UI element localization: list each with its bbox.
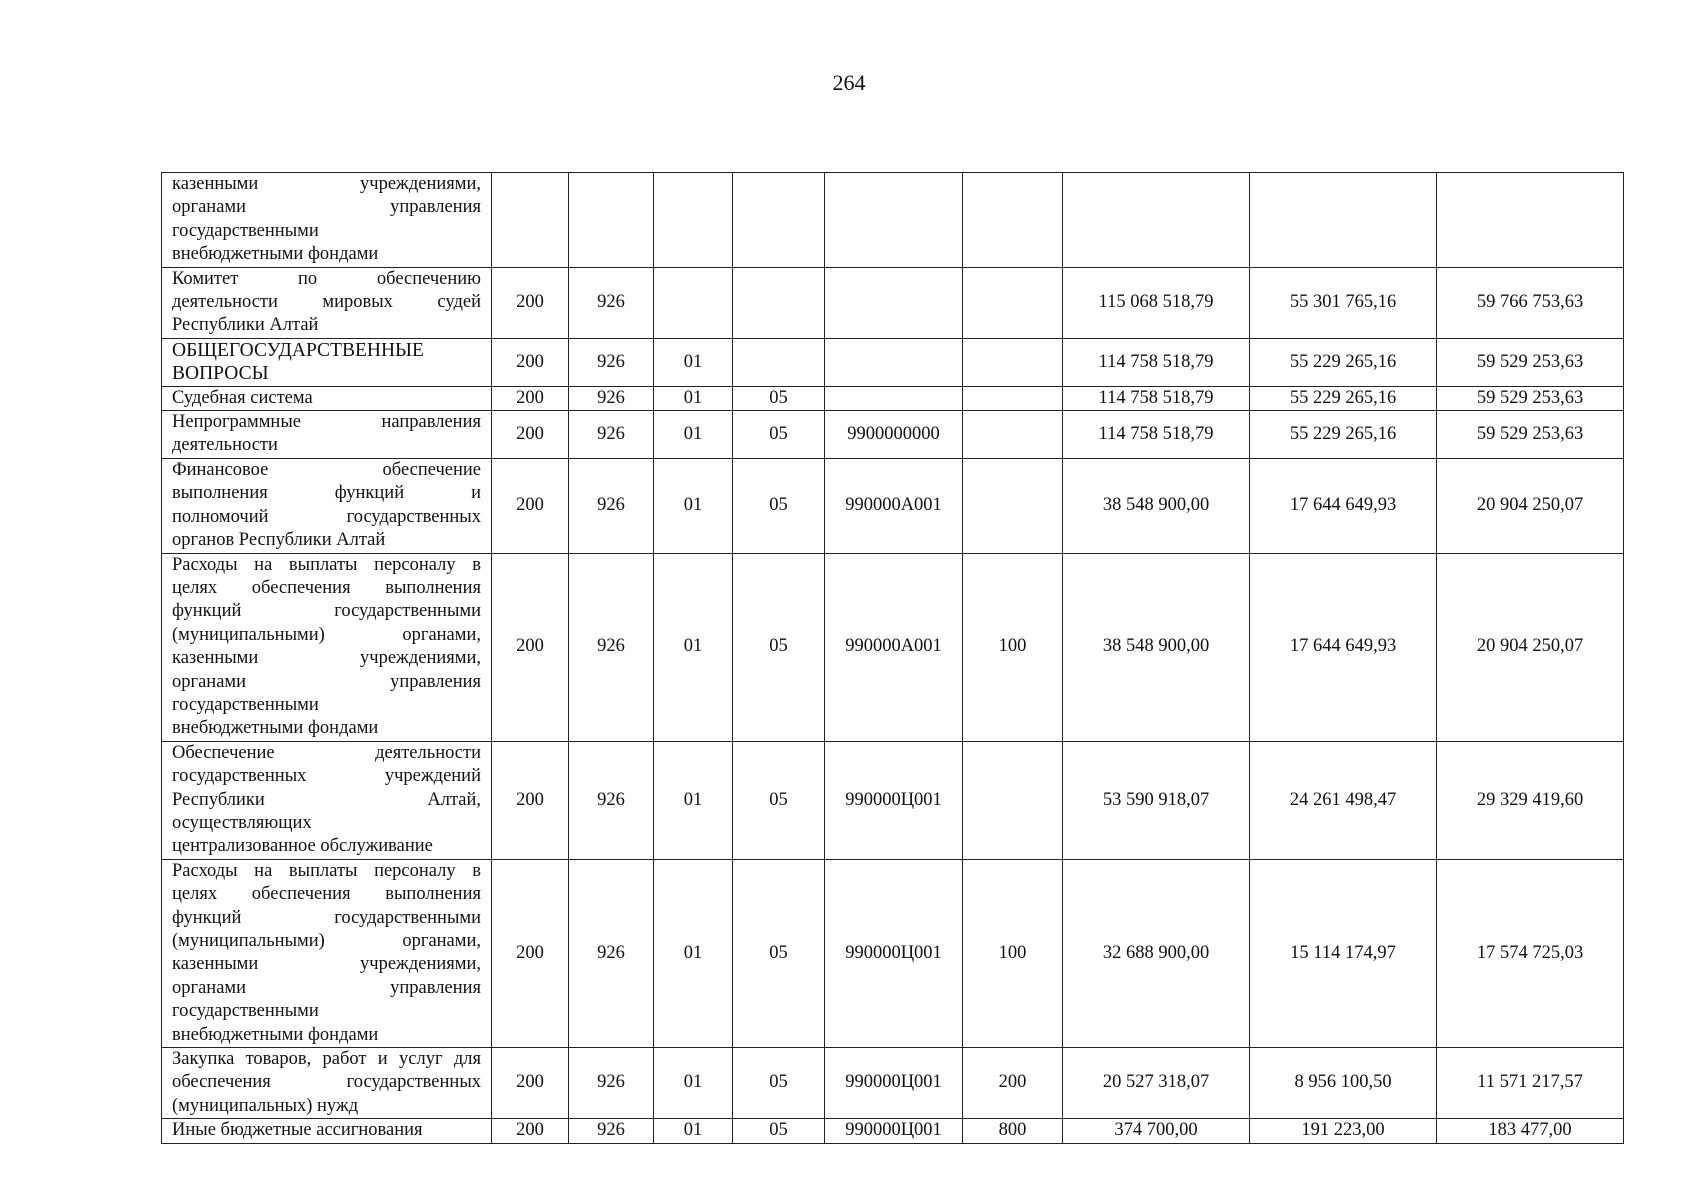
expense-type-cell <box>963 173 1063 268</box>
ministry-code-cell: 926 <box>569 338 654 386</box>
description-line: Иные бюджетные ассигнования <box>172 1120 423 1141</box>
table-row <box>162 386 1624 410</box>
sum-year3-cell: 59 766 753,63 <box>1437 267 1624 338</box>
description-cell <box>162 338 492 386</box>
sum-year1-cell: 32 688 900,00 <box>1063 859 1250 1047</box>
table-row <box>162 458 1624 553</box>
admin-code-cell: 200 <box>492 386 569 410</box>
subsection-code-cell: 05 <box>733 1048 825 1119</box>
sum-year1-cell: 114 758 518,79 <box>1063 411 1250 459</box>
ministry-code-cell: 926 <box>569 741 654 859</box>
description-line: органами управления <box>172 977 481 998</box>
description-line: Финансовое обеспечение <box>172 459 481 480</box>
description-line: функций государственными <box>172 601 481 622</box>
ministry-code-cell: 926 <box>569 458 654 553</box>
subsection-code-cell: 05 <box>733 458 825 553</box>
budget-table-body <box>162 173 1624 1144</box>
table-row <box>162 1119 1624 1143</box>
description-line: государственными <box>172 1001 319 1022</box>
description-cell <box>162 1119 492 1143</box>
subsection-code-cell <box>733 338 825 386</box>
sum-year2-cell: 191 223,00 <box>1250 1119 1437 1143</box>
target-article-cell: 9900000000 <box>825 411 963 459</box>
sum-year2-cell: 17 644 649,93 <box>1250 458 1437 553</box>
sum-year2-cell: 8 956 100,50 <box>1250 1048 1437 1119</box>
ministry-code-cell: 926 <box>569 1048 654 1119</box>
description-line: (муниципальными) органами, <box>172 624 481 645</box>
description-line: полномочий государственных <box>172 506 481 527</box>
description-line: ОБЩЕГОСУДАРСТВЕННЫЕ <box>172 339 424 361</box>
admin-code-cell: 200 <box>492 1048 569 1119</box>
expense-type-cell: 800 <box>963 1119 1063 1143</box>
table-row <box>162 1048 1624 1119</box>
expense-type-cell: 100 <box>963 553 1063 741</box>
description-line: органов Республики Алтай <box>172 530 386 551</box>
sum-year2-cell: 24 261 498,47 <box>1250 741 1437 859</box>
admin-code-cell: 200 <box>492 411 569 459</box>
subsection-code-cell: 05 <box>733 386 825 410</box>
sum-year3-cell: 183 477,00 <box>1437 1119 1624 1143</box>
ministry-code-cell: 926 <box>569 386 654 410</box>
description-cell <box>162 458 492 553</box>
description-line: Комитет по обеспечению <box>172 268 481 289</box>
description-line: внебюджетными фондами <box>172 244 379 265</box>
sum-year3-cell: 59 529 253,63 <box>1437 411 1624 459</box>
sum-year2-cell: 17 644 649,93 <box>1250 553 1437 741</box>
sum-year2-cell: 55 229 265,16 <box>1250 386 1437 410</box>
expense-type-cell <box>963 411 1063 459</box>
subsection-code-cell <box>733 173 825 268</box>
expense-type-cell <box>963 386 1063 410</box>
target-article-cell: 990000А001 <box>825 458 963 553</box>
section-code-cell: 01 <box>654 411 733 459</box>
sum-year3-cell <box>1437 173 1624 268</box>
page-number: 264 <box>832 70 866 95</box>
target-article-cell: 990000Ц001 <box>825 741 963 859</box>
target-article-cell: 990000Ц001 <box>825 859 963 1047</box>
subsection-code-cell: 05 <box>733 741 825 859</box>
description-line: государственными <box>172 220 319 241</box>
budget-table <box>161 172 1624 1144</box>
description-line: Расходы на выплаты персоналу в <box>172 860 481 881</box>
expense-type-cell <box>963 338 1063 386</box>
ministry-code-cell: 926 <box>569 553 654 741</box>
table-row <box>162 741 1624 859</box>
section-code-cell <box>654 173 733 268</box>
description-line: государственными <box>172 694 319 715</box>
admin-code-cell: 200 <box>492 1119 569 1143</box>
target-article-cell <box>825 173 963 268</box>
target-article-cell: 990000Ц001 <box>825 1048 963 1119</box>
description-line: обеспечения государственных <box>172 1072 481 1093</box>
ministry-code-cell: 926 <box>569 267 654 338</box>
description-cell <box>162 386 492 410</box>
ministry-code-cell <box>569 173 654 268</box>
description-line: Республики Алтай <box>172 315 319 336</box>
sum-year3-cell: 20 904 250,07 <box>1437 458 1624 553</box>
description-cell <box>162 1048 492 1119</box>
description-line: Непрограммные направления <box>172 412 481 433</box>
admin-code-cell: 200 <box>492 338 569 386</box>
target-article-cell <box>825 386 963 410</box>
subsection-code-cell: 05 <box>733 411 825 459</box>
section-code-cell: 01 <box>654 1048 733 1119</box>
description-line: Обеспечение деятельности <box>172 742 481 763</box>
description-cell <box>162 411 492 459</box>
description-line: (муниципальных) нужд <box>172 1095 359 1116</box>
sum-year3-cell: 20 904 250,07 <box>1437 553 1624 741</box>
sum-year3-cell: 59 529 253,63 <box>1437 338 1624 386</box>
sum-year3-cell: 59 529 253,63 <box>1437 386 1624 410</box>
subsection-code-cell <box>733 267 825 338</box>
subsection-code-cell: 05 <box>733 859 825 1047</box>
description-line: деятельности мировых судей <box>172 292 481 313</box>
expense-type-cell <box>963 267 1063 338</box>
description-line: (муниципальными) органами, <box>172 931 481 951</box>
table-row <box>162 338 1624 386</box>
table-row <box>162 859 1624 1047</box>
description-line: деятельности <box>172 435 278 456</box>
sum-year1-cell: 114 758 518,79 <box>1063 386 1250 410</box>
section-code-cell: 01 <box>654 741 733 859</box>
description-cell <box>162 553 492 741</box>
description-line: органами управления <box>172 197 481 218</box>
ministry-code-cell: 926 <box>569 411 654 459</box>
description-line: целях обеспечения выполнения <box>172 577 481 598</box>
description-line: функций государственными <box>172 907 481 928</box>
table-row <box>162 267 1624 338</box>
sum-year1-cell: 20 527 318,07 <box>1063 1048 1250 1119</box>
description-line: внебюджетными фондами <box>172 718 379 739</box>
table-row <box>162 553 1624 741</box>
description-cell <box>162 741 492 859</box>
description-line: централизованное обслуживание <box>172 836 433 857</box>
description-line: целях обеспечения выполнения <box>172 884 481 905</box>
sum-year3-cell: 29 329 419,60 <box>1437 741 1624 859</box>
subsection-code-cell: 05 <box>733 553 825 741</box>
section-code-cell: 01 <box>654 859 733 1047</box>
section-code-cell: 01 <box>654 458 733 553</box>
admin-code-cell <box>492 173 569 268</box>
sum-year1-cell: 53 590 918,07 <box>1063 741 1250 859</box>
section-code-cell: 01 <box>654 338 733 386</box>
description-cell <box>162 173 492 268</box>
ministry-code-cell: 926 <box>569 859 654 1047</box>
sum-year1-cell: 374 700,00 <box>1063 1119 1250 1143</box>
target-article-cell <box>825 338 963 386</box>
section-code-cell <box>654 267 733 338</box>
sum-year2-cell <box>1250 173 1437 268</box>
table-row <box>162 411 1624 459</box>
admin-code-cell: 200 <box>492 553 569 741</box>
sum-year1-cell: 38 548 900,00 <box>1063 458 1250 553</box>
sum-year1-cell: 115 068 518,79 <box>1063 267 1250 338</box>
description-line: государственных учреждений <box>172 766 481 787</box>
description-line: казенными учреждениями, <box>172 648 481 669</box>
sum-year2-cell: 55 229 265,16 <box>1250 338 1437 386</box>
sum-year3-cell: 17 574 725,03 <box>1437 859 1624 1047</box>
description-line: осуществляющих <box>172 812 312 833</box>
ministry-code-cell: 926 <box>569 1119 654 1143</box>
section-code-cell: 01 <box>654 1119 733 1143</box>
subsection-code-cell: 05 <box>733 1119 825 1143</box>
expense-type-cell: 200 <box>963 1048 1063 1119</box>
admin-code-cell: 200 <box>492 859 569 1047</box>
section-code-cell: 01 <box>654 553 733 741</box>
sum-year2-cell: 55 301 765,16 <box>1250 267 1437 338</box>
description-line: органами управления <box>172 671 481 692</box>
description-cell <box>162 267 492 338</box>
admin-code-cell: 200 <box>492 741 569 859</box>
description-line: Судебная система <box>172 387 313 408</box>
expense-type-cell: 100 <box>963 859 1063 1047</box>
description-line: выполнения функций и <box>172 483 481 504</box>
admin-code-cell: 200 <box>492 267 569 338</box>
description-line: Закупка товаров, работ и услуг для <box>172 1049 481 1070</box>
admin-code-cell: 200 <box>492 458 569 553</box>
sum-year1-cell: 114 758 518,79 <box>1063 338 1250 386</box>
sum-year2-cell: 15 114 174,97 <box>1250 859 1437 1047</box>
description-line: казенными учреждениями, <box>172 954 481 975</box>
target-article-cell: 990000А001 <box>825 553 963 741</box>
table-row <box>162 173 1624 268</box>
sum-year1-cell <box>1063 173 1250 268</box>
description-line: Республики Алтай, <box>172 789 481 810</box>
target-article-cell: 990000Ц001 <box>825 1119 963 1143</box>
description-line: Расходы на выплаты персоналу в <box>172 554 481 575</box>
description-line: внебюджетными фондами <box>172 1024 379 1045</box>
sum-year3-cell: 11 571 217,57 <box>1437 1048 1624 1119</box>
expense-type-cell <box>963 741 1063 859</box>
description-cell <box>162 859 492 1047</box>
description-line: казенными учреждениями, <box>172 174 481 194</box>
section-code-cell: 01 <box>654 386 733 410</box>
target-article-cell <box>825 267 963 338</box>
sum-year1-cell: 38 548 900,00 <box>1063 553 1250 741</box>
sum-year2-cell: 55 229 265,16 <box>1250 411 1437 459</box>
description-line: ВОПРОСЫ <box>172 363 269 385</box>
expense-type-cell <box>963 458 1063 553</box>
